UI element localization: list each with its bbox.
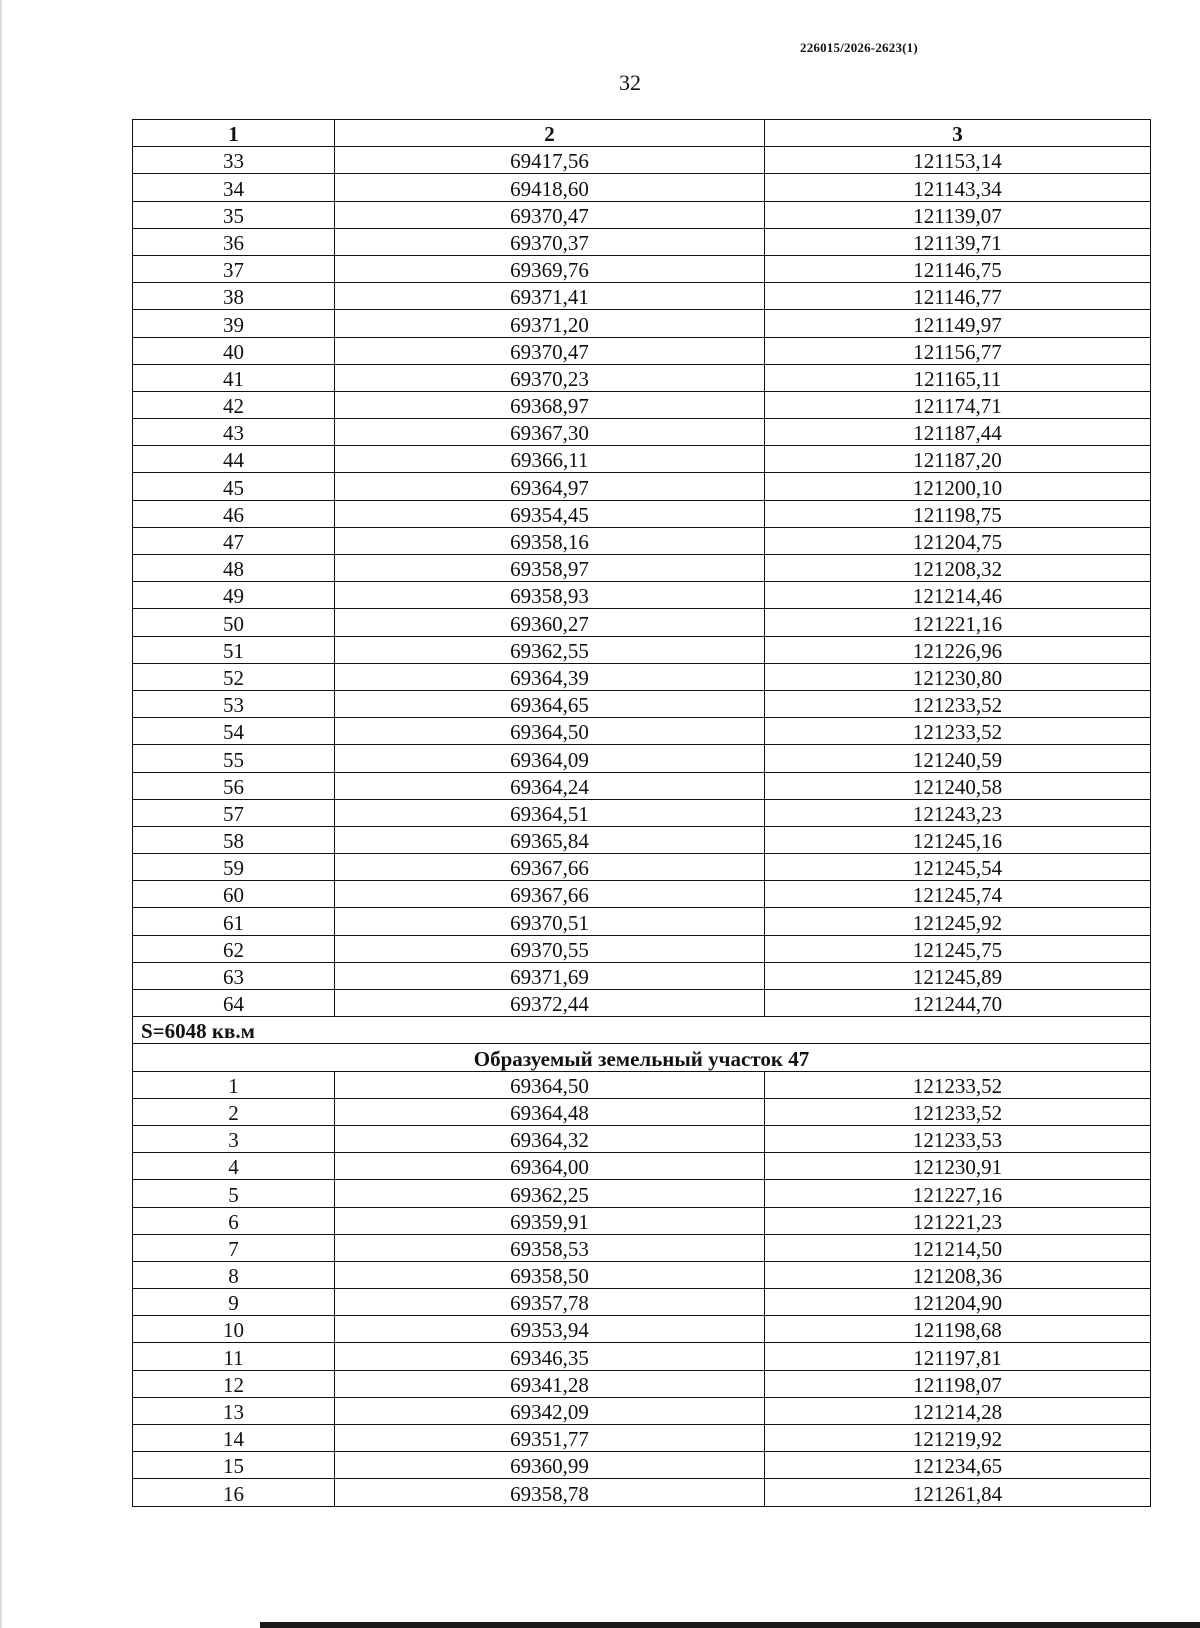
y-coordinate: 121139,07 <box>765 201 1151 228</box>
point-number: 42 <box>133 391 335 418</box>
point-number: 14 <box>133 1425 335 1452</box>
y-coordinate: 121245,89 <box>765 962 1151 989</box>
x-coordinate: 69370,51 <box>335 908 765 935</box>
table-row <box>133 1180 1151 1207</box>
table-row <box>133 1397 1151 1424</box>
table-row <box>133 1452 1151 1479</box>
table-row <box>133 609 1151 636</box>
point-number: 40 <box>133 337 335 364</box>
point-number: 52 <box>133 663 335 690</box>
y-coordinate: 121187,44 <box>765 419 1151 446</box>
y-coordinate: 121261,84 <box>765 1479 1151 1506</box>
point-number: 62 <box>133 935 335 962</box>
y-coordinate: 121240,59 <box>765 745 1151 772</box>
point-number: 44 <box>133 446 335 473</box>
scan-edge <box>0 0 2 1628</box>
point-number: 64 <box>133 990 335 1017</box>
x-coordinate: 69364,00 <box>335 1153 765 1180</box>
point-number: 61 <box>133 908 335 935</box>
y-coordinate: 121187,20 <box>765 446 1151 473</box>
x-coordinate: 69353,94 <box>335 1316 765 1343</box>
table-row <box>133 663 1151 690</box>
y-coordinate: 121204,75 <box>765 527 1151 554</box>
coordinates-table <box>132 119 1151 1507</box>
table-row <box>133 1098 1151 1125</box>
point-number: 46 <box>133 500 335 527</box>
point-number: 9 <box>133 1289 335 1316</box>
point-number: 13 <box>133 1397 335 1424</box>
point-number: 37 <box>133 255 335 282</box>
point-number: 58 <box>133 826 335 853</box>
table-row <box>133 1479 1151 1506</box>
y-coordinate: 121149,97 <box>765 310 1151 337</box>
x-coordinate: 69367,66 <box>335 854 765 881</box>
y-coordinate: 121214,50 <box>765 1234 1151 1261</box>
x-coordinate: 69370,47 <box>335 201 765 228</box>
table-row <box>133 527 1151 554</box>
point-number: 39 <box>133 310 335 337</box>
table-row <box>133 854 1151 881</box>
point-number: 50 <box>133 609 335 636</box>
y-coordinate: 121244,70 <box>765 990 1151 1017</box>
y-coordinate: 121208,32 <box>765 555 1151 582</box>
point-number: 60 <box>133 881 335 908</box>
table-row <box>133 990 1151 1017</box>
x-coordinate: 69346,35 <box>335 1343 765 1370</box>
table-row <box>133 799 1151 826</box>
point-number: 36 <box>133 228 335 255</box>
x-coordinate: 69364,50 <box>335 1071 765 1098</box>
table-row <box>133 1234 1151 1261</box>
table-row <box>133 772 1151 799</box>
x-coordinate: 69364,48 <box>335 1098 765 1125</box>
y-coordinate: 121245,74 <box>765 881 1151 908</box>
table-row <box>133 1343 1151 1370</box>
table-row <box>133 228 1151 255</box>
point-number: 7 <box>133 1234 335 1261</box>
x-coordinate: 69366,11 <box>335 446 765 473</box>
point-number: 15 <box>133 1452 335 1479</box>
y-coordinate: 121230,80 <box>765 663 1151 690</box>
x-coordinate: 69358,16 <box>335 527 765 554</box>
table-row <box>133 636 1151 663</box>
table-body-top <box>133 147 1151 1017</box>
section-title: Образуемый земельный участок 47 <box>133 1044 1151 1071</box>
table-row <box>133 582 1151 609</box>
y-coordinate: 121234,65 <box>765 1452 1151 1479</box>
point-number: 1 <box>133 1071 335 1098</box>
table-row <box>133 255 1151 282</box>
table-row <box>133 690 1151 717</box>
table-row <box>133 201 1151 228</box>
table-body-bottom <box>133 1071 1151 1506</box>
point-number: 35 <box>133 201 335 228</box>
x-coordinate: 69364,39 <box>335 663 765 690</box>
y-coordinate: 121197,81 <box>765 1343 1151 1370</box>
y-coordinate: 121245,92 <box>765 908 1151 935</box>
table-row <box>133 826 1151 853</box>
table-row <box>133 1153 1151 1180</box>
table-row <box>133 718 1151 745</box>
y-coordinate: 121221,23 <box>765 1207 1151 1234</box>
y-coordinate: 121198,68 <box>765 1316 1151 1343</box>
x-coordinate: 69365,84 <box>335 826 765 853</box>
x-coordinate: 69370,55 <box>335 935 765 962</box>
table-header-row <box>133 120 1151 147</box>
x-coordinate: 69360,27 <box>335 609 765 636</box>
x-coordinate: 69362,25 <box>335 1180 765 1207</box>
x-coordinate: 69371,41 <box>335 283 765 310</box>
area-row <box>133 1017 1151 1044</box>
y-coordinate: 121143,34 <box>765 174 1151 201</box>
table-row <box>133 908 1151 935</box>
table-row <box>133 500 1151 527</box>
point-number: 10 <box>133 1316 335 1343</box>
y-coordinate: 121230,91 <box>765 1153 1151 1180</box>
x-coordinate: 69362,55 <box>335 636 765 663</box>
table-row <box>133 364 1151 391</box>
point-number: 56 <box>133 772 335 799</box>
y-coordinate: 121243,23 <box>765 799 1151 826</box>
point-number: 34 <box>133 174 335 201</box>
y-coordinate: 121139,71 <box>765 228 1151 255</box>
y-coordinate: 121233,52 <box>765 718 1151 745</box>
x-coordinate: 69367,30 <box>335 419 765 446</box>
x-coordinate: 69358,50 <box>335 1261 765 1288</box>
y-coordinate: 121221,16 <box>765 609 1151 636</box>
point-number: 43 <box>133 419 335 446</box>
point-number: 38 <box>133 283 335 310</box>
table-row <box>133 1289 1151 1316</box>
y-coordinate: 121198,75 <box>765 500 1151 527</box>
point-number: 41 <box>133 364 335 391</box>
y-coordinate: 121233,52 <box>765 690 1151 717</box>
x-coordinate: 69371,20 <box>335 310 765 337</box>
point-number: 45 <box>133 473 335 500</box>
y-coordinate: 121233,53 <box>765 1125 1151 1152</box>
page-number: 32 <box>619 70 641 95</box>
point-number: 16 <box>133 1479 335 1506</box>
x-coordinate: 69370,37 <box>335 228 765 255</box>
point-number: 54 <box>133 718 335 745</box>
y-coordinate: 121214,46 <box>765 582 1151 609</box>
table-row <box>133 962 1151 989</box>
x-coordinate: 69341,28 <box>335 1370 765 1397</box>
table-row <box>133 337 1151 364</box>
point-number: 59 <box>133 854 335 881</box>
table-row <box>133 1207 1151 1234</box>
point-number: 6 <box>133 1207 335 1234</box>
point-number: 8 <box>133 1261 335 1288</box>
x-coordinate: 69358,78 <box>335 1479 765 1506</box>
column-header: 2 <box>335 120 765 147</box>
section-row <box>133 1044 1151 1071</box>
table-row <box>133 1125 1151 1152</box>
table-row <box>133 1370 1151 1397</box>
table-row <box>133 473 1151 500</box>
table-row <box>133 1071 1151 1098</box>
table-row <box>133 310 1151 337</box>
point-number: 5 <box>133 1180 335 1207</box>
column-header: 3 <box>765 120 1151 147</box>
x-coordinate: 69364,97 <box>335 473 765 500</box>
x-coordinate: 69372,44 <box>335 990 765 1017</box>
table-row <box>133 391 1151 418</box>
y-coordinate: 121233,52 <box>765 1098 1151 1125</box>
x-coordinate: 69368,97 <box>335 391 765 418</box>
column-header: 1 <box>133 120 335 147</box>
point-number: 4 <box>133 1153 335 1180</box>
y-coordinate: 121214,28 <box>765 1397 1151 1424</box>
point-number: 57 <box>133 799 335 826</box>
y-coordinate: 121200,10 <box>765 473 1151 500</box>
x-coordinate: 69370,23 <box>335 364 765 391</box>
y-coordinate: 121146,75 <box>765 255 1151 282</box>
table-row <box>133 147 1151 174</box>
y-coordinate: 121226,96 <box>765 636 1151 663</box>
point-number: 2 <box>133 1098 335 1125</box>
y-coordinate: 121219,92 <box>765 1425 1151 1452</box>
table-row <box>133 745 1151 772</box>
x-coordinate: 69369,76 <box>335 255 765 282</box>
x-coordinate: 69358,97 <box>335 555 765 582</box>
table-summary <box>133 1017 1151 1071</box>
y-coordinate: 121153,14 <box>765 147 1151 174</box>
point-number: 48 <box>133 555 335 582</box>
table-row <box>133 881 1151 908</box>
x-coordinate: 69370,47 <box>335 337 765 364</box>
point-number: 11 <box>133 1343 335 1370</box>
y-coordinate: 121233,52 <box>765 1071 1151 1098</box>
x-coordinate: 69364,09 <box>335 745 765 772</box>
x-coordinate: 69417,56 <box>335 147 765 174</box>
scan-artifact-line <box>260 1622 1200 1628</box>
point-number: 63 <box>133 962 335 989</box>
table-row <box>133 555 1151 582</box>
x-coordinate: 69360,99 <box>335 1452 765 1479</box>
y-coordinate: 121146,77 <box>765 283 1151 310</box>
area-label: S=6048 кв.м <box>133 1017 1151 1044</box>
point-number: 12 <box>133 1370 335 1397</box>
x-coordinate: 69364,24 <box>335 772 765 799</box>
table-row <box>133 935 1151 962</box>
y-coordinate: 121245,75 <box>765 935 1151 962</box>
point-number: 49 <box>133 582 335 609</box>
table-row <box>133 419 1151 446</box>
point-number: 55 <box>133 745 335 772</box>
y-coordinate: 121245,16 <box>765 826 1151 853</box>
x-coordinate: 69364,51 <box>335 799 765 826</box>
x-coordinate: 69364,65 <box>335 690 765 717</box>
document-number: 226015/2026-2623(1) <box>800 40 918 55</box>
x-coordinate: 69358,53 <box>335 1234 765 1261</box>
y-coordinate: 121227,16 <box>765 1180 1151 1207</box>
x-coordinate: 69354,45 <box>335 500 765 527</box>
point-number: 33 <box>133 147 335 174</box>
x-coordinate: 69418,60 <box>335 174 765 201</box>
x-coordinate: 69367,66 <box>335 881 765 908</box>
table-row <box>133 1425 1151 1452</box>
point-number: 3 <box>133 1125 335 1152</box>
x-coordinate: 69364,50 <box>335 718 765 745</box>
y-coordinate: 121204,90 <box>765 1289 1151 1316</box>
x-coordinate: 69358,93 <box>335 582 765 609</box>
y-coordinate: 121156,77 <box>765 337 1151 364</box>
x-coordinate: 69359,91 <box>335 1207 765 1234</box>
table-row <box>133 283 1151 310</box>
table-row <box>133 446 1151 473</box>
y-coordinate: 121165,11 <box>765 364 1151 391</box>
x-coordinate: 69351,77 <box>335 1425 765 1452</box>
y-coordinate: 121208,36 <box>765 1261 1151 1288</box>
x-coordinate: 69342,09 <box>335 1397 765 1424</box>
y-coordinate: 121174,71 <box>765 391 1151 418</box>
point-number: 53 <box>133 690 335 717</box>
x-coordinate: 69364,32 <box>335 1125 765 1152</box>
y-coordinate: 121198,07 <box>765 1370 1151 1397</box>
y-coordinate: 121240,58 <box>765 772 1151 799</box>
x-coordinate: 69371,69 <box>335 962 765 989</box>
x-coordinate: 69357,78 <box>335 1289 765 1316</box>
point-number: 47 <box>133 527 335 554</box>
table-row <box>133 174 1151 201</box>
table-row <box>133 1261 1151 1288</box>
point-number: 51 <box>133 636 335 663</box>
y-coordinate: 121245,54 <box>765 854 1151 881</box>
table-row <box>133 1316 1151 1343</box>
